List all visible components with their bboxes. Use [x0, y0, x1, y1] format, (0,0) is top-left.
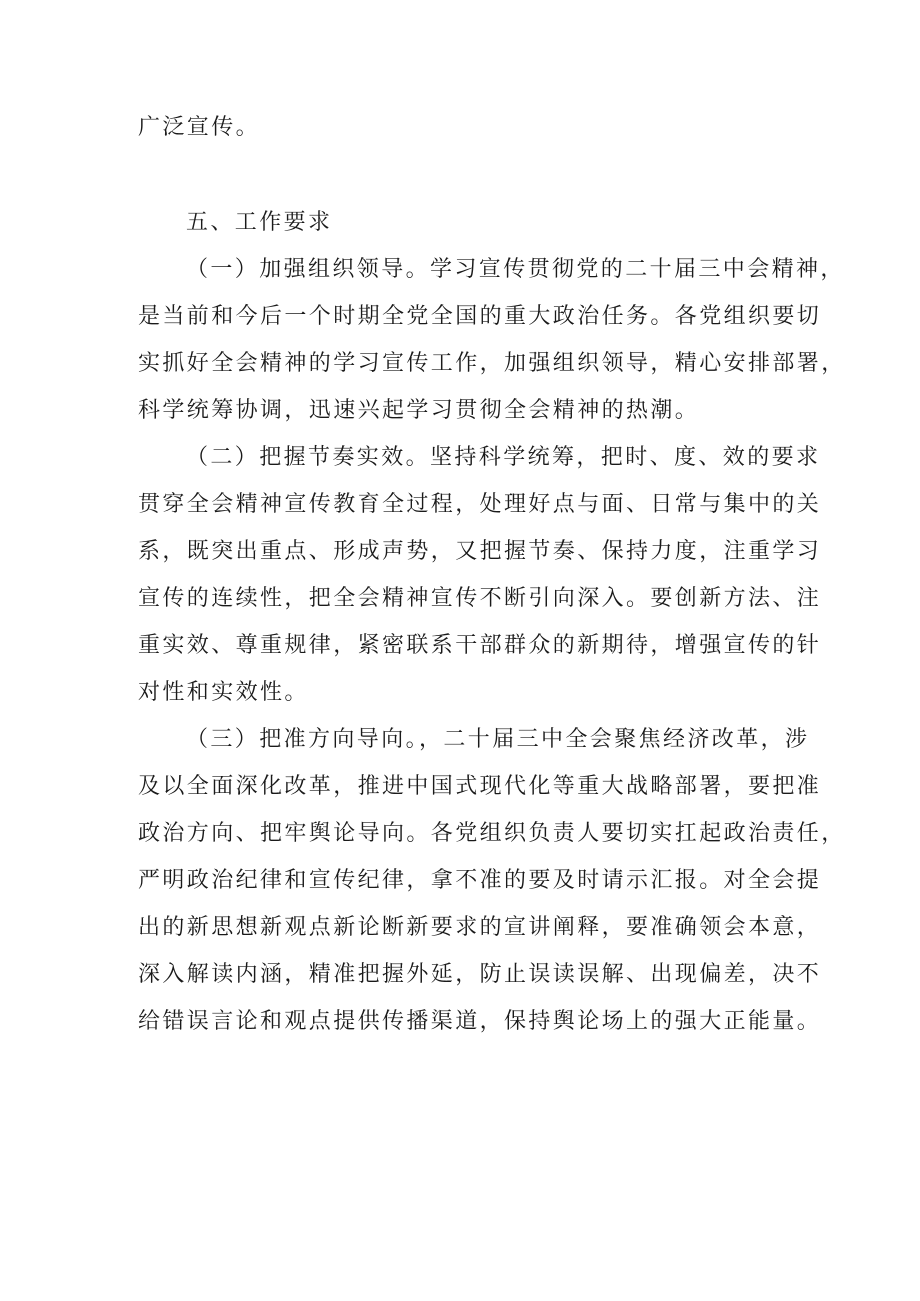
paragraph-rhythm-effectiveness: [138, 434, 822, 716]
paragraph-line: 是当前和今后一个时期全党全国的重大政治任务。各党组织要切: [138, 304, 822, 329]
paragraph-line: 给错误言论和观点提供传播渠道，保持舆论场上的强大正能量。: [138, 1009, 822, 1034]
section-heading: 五、工作要求: [186, 210, 333, 235]
paragraph-line: 严明政治纪律和宣传纪律，拿不准的要及时请示汇报。对全会提: [138, 868, 822, 893]
paragraph-line: （二）把握节奏实效。坚持科学统筹，把时、度、效的要求: [186, 445, 821, 470]
paragraph-line: 贯穿全会精神宣传教育全过程，处理好点与面、日常与集中的关: [138, 492, 822, 517]
paragraph-line: （三）把准方向导向。，二十届三中全会聚焦经济改革，涉: [186, 727, 810, 752]
paragraph-line: 系，既突出重点、形成声势，又把握节奏、保持力度，注重学习: [138, 539, 822, 564]
paragraph-line: 出的新思想新观点新论断新要求的宣讲阐释，要准确领会本意，: [138, 915, 822, 940]
paragraph-organization-leadership: [138, 246, 846, 434]
paragraph-line: 对性和实效性。: [138, 680, 309, 705]
paragraph-line: 深入解读内涵，精准把握外延，防止误读误解、出现偏差，决不: [138, 962, 822, 987]
paragraph-line: 及以全面深化改革，推进中国式现代化等重大战略部署，要把准: [138, 774, 822, 799]
paragraph-line: 科学统筹协调，迅速兴起学习贯彻全会精神的热潮。: [138, 398, 700, 423]
document-body: [138, 104, 846, 1045]
paragraph-continuation-line: 广泛宣传。: [138, 115, 261, 140]
paragraph-line: 实抓好全会精神的学习宣传工作，加强组织领导，精心安排部署，: [138, 351, 846, 376]
paragraph-gap: [138, 151, 788, 199]
paragraph-line: 重实效、尊重规律，紧密联系干部群众的新期待，增强宣传的针: [138, 633, 822, 658]
paragraph-line: （一）加强组织领导。学习宣传贯彻党的二十届三中会精神，: [186, 257, 845, 282]
paragraph-line: 宣传的连续性，把全会精神宣传不断引向深入。要创新方法、注: [138, 586, 822, 611]
paragraph-direction-guidance: [138, 716, 846, 1045]
paragraph-line: 政治方向、把牢舆论导向。各党组织负责人要切实扛起政治责任，: [138, 821, 846, 846]
